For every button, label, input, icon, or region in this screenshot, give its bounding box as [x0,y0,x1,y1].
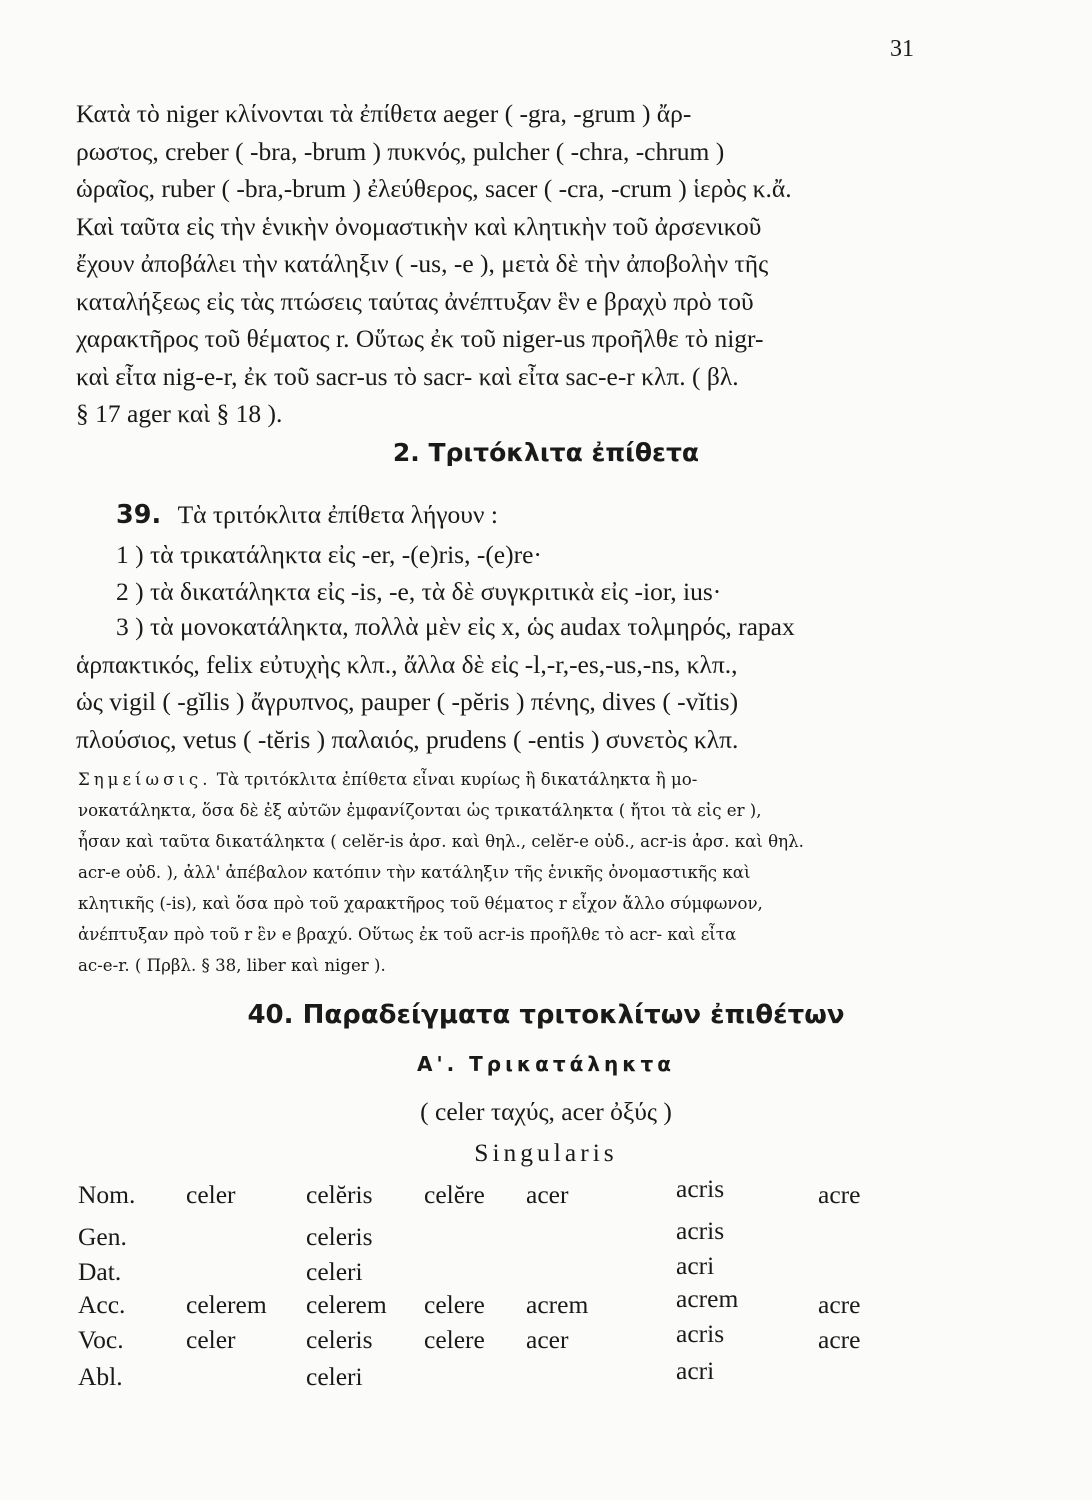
note-line: νοκατάληκτα, ὅσα δὲ ἐξ αὐτῶν ἐμφανίζονται ὡς τρικατάληκτα ( ἤτοι τὰ εἰς er ), [78,801,762,820]
intro-line: § 17 ager καὶ § 18 ). [76,399,283,428]
section-2-heading: 2. Τριτόκλιτα ἐπίθετα [392,438,700,467]
note-block [78,764,933,981]
case-label: Acc. [78,1290,126,1319]
acer-masculine-cell: acer [526,1180,569,1209]
intro-line: Καὶ ταῦτα εἰς τὴν ἑνικὴν ὀνομαστικὴν καὶ κλητικὴν τοῦ ἀρσενικοῦ [76,211,762,241]
celer-masc-fem-cell: celeris [306,1222,373,1251]
intro-line: χαρακτῆρος τοῦ θέματος r. Οὕτως ἐκ τοῦ niger-us προῆλθε τὸ nigr- [76,324,764,353]
celer-masculine-cell: celer [186,1325,236,1354]
case-label: Voc. [78,1325,124,1354]
note-line: κλητικῆς (-is), καὶ ὅσα πρὸ τοῦ χαρακτῆρος τοῦ θέματος r εἶχον ἄλλο σύμφωνον, [78,894,763,913]
celer-masc-fem-cell: celĕris [306,1180,373,1209]
case-label: Dat. [78,1257,122,1286]
case-label: Nom. [78,1180,136,1209]
celer-masc-fem-cell: celeri [306,1257,363,1286]
acer-masc-fem-cell: acris [676,1319,725,1348]
acer-masc-fem-cell: acri [676,1251,715,1280]
intro-line: ἔχουν ἀποβάλει τὴν κατάληξιν ( -us, -e ), μετὰ δὲ τὴν ἀποβολὴν τῆς [76,249,769,278]
note-line: acr-e οὐδ. ), ἀλλ' ἀπέβαλον κατόπιν τὴν κατάληξιν τῆς ἑνικῆς ὀνομαστικῆς καὶ [78,863,751,882]
case-label: Abl. [78,1362,123,1391]
celer-masc-fem-cell: celeris [306,1325,373,1354]
acer-neuter-cell: acre [818,1290,861,1319]
note-first-line [78,764,933,795]
page-number: 31 [890,36,914,62]
note-label: Σημείωσις. [78,770,212,789]
case-label: Gen. [78,1222,127,1251]
celer-masculine-cell: celer [186,1180,236,1209]
list-item-2: 2 ) τὰ δικατάληκτα εἰς -is, -e, τὰ δὲ συγκριτικὰ εἰς -ior, ius· [116,577,722,606]
examples-line: ( celer ταχύς, acer ὀξύς ) [420,1097,672,1126]
acer-masc-fem-cell: acrem [676,1284,739,1313]
section-39-lead-line [116,500,498,530]
celer-masc-fem-cell: celerem [306,1290,387,1319]
note-line: ἦσαν καὶ ταῦτα δικατάληκτα ( celĕr-is ἀρσ. καὶ θηλ., celĕr-e οὐδ., acr-is ἀρσ. καὶ θηλ. [78,832,804,851]
list-item-1: 1 ) τὰ τρικατάληκτα εἰς -er, -(e)ris, -(e)re· [116,540,542,569]
celer-neuter-cell: celĕre [424,1180,485,1209]
intro-line: καταλήξεως εἰς τὰς πτώσεις ταύτας ἀνέπτυξαν ἓν e βραχὺ πρὸ τοῦ [76,286,754,316]
subheading-trikatalikta: Α'. Τρικατάληκτα [417,1052,675,1076]
item3-line: ὡς vigil ( -gĭlis ) ἄγρυπνος, pauper ( -pĕris ) πένης, dives ( -vĭtis) [76,687,739,716]
intro-line: ὡραῖος, ruber ( -bra,-brum ) ἐλεύθερος, sacer ( -cra, -crum ) ἱερὸς κ.ἄ. [76,174,792,203]
singularis-label: Singularis [474,1138,618,1167]
acer-masc-fem-cell: acri [676,1356,715,1385]
celer-neuter-cell: celere [424,1290,485,1319]
item3-line: πλούσιος, vetus ( -tĕris ) παλαιός, prudens ( -entis ) συνετὸς κλπ. [76,724,739,754]
celer-neuter-cell: celere [424,1325,485,1354]
intro-line: ρωστος, creber ( -bra, -brum ) πυκνός, pulcher ( -chra, -chrum ) [76,136,725,166]
celer-masc-fem-cell: celeri [306,1362,363,1391]
intro-line: Κατὰ τὸ niger κλίνονται τὰ ἐπίθετα aeger ( -gra, -grum ) ἄρ- [76,99,692,128]
acer-masculine-cell: acrem [526,1290,589,1319]
acer-neuter-cell: acre [818,1325,861,1354]
list-item-3 [76,608,936,758]
intro-paragraph [76,95,936,433]
acer-masc-fem-cell: acris [676,1174,725,1203]
section-40-heading: 40. Παραδείγματα τριτοκλίτων ἐπιθέτων [247,1000,845,1030]
item3-line: ἁρπακτικός, felix εὐτυχὴς κλπ., ἄλλα δὲ εἰς -l,-r,-es,-us,-ns, κλπ., [76,649,738,679]
acer-masculine-cell: acer [526,1325,569,1354]
intro-line: καὶ εἶτα nig-e-r, ἐκ τοῦ sacr-us τὸ sacr- καὶ εἶτα sac-e-r κλπ. ( βλ. [76,361,739,391]
acer-masc-fem-cell: acris [676,1216,725,1245]
note-line: ac-e-r. ( Πρβλ. § 38, liber καὶ niger ). [78,956,386,975]
note-line: ἀνέπτυξαν πρὸ τοῦ r ἓν e βραχύ. Οὕτως ἐκ τοῦ acr-is προῆλθε τὸ acr- καὶ εἶτα [78,925,737,944]
section-39-lead: Τὰ τριτόκλιτα ἐπίθετα λήγουν : [177,500,498,529]
section-39-number: 39. [116,500,162,530]
item3-line: 3 ) τὰ μονοκατάληκτα, πολλὰ μὲν εἰς x, ὡς audax τολμηρός, rapax [116,612,795,641]
celer-masculine-cell: celerem [186,1290,267,1319]
note-line: Τὰ τριτόκλιτα ἐπίθετα εἶναι κυρίως ἢ δικατάληκτα ἢ μο- [216,770,698,789]
acer-neuter-cell: acre [818,1180,861,1209]
